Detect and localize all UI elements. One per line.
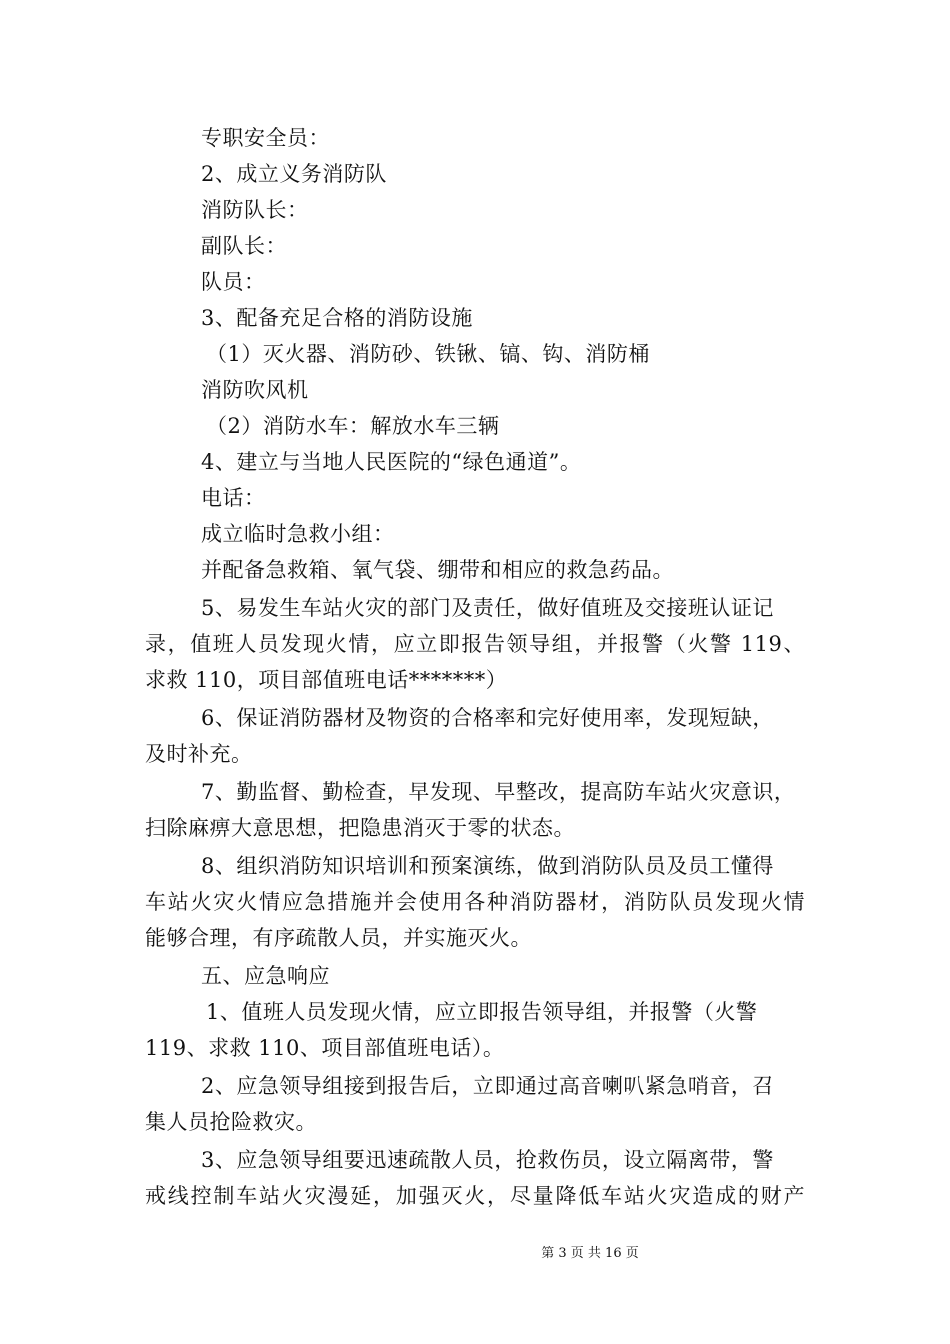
paragraph-line: 6、保证消防器材及物资的合格率和完好使用率，发现短缺， <box>201 706 774 730</box>
paragraph-line: 戒线控制车站火灾漫延，加强灭火，尽量降低车站火灾造成的财产 <box>145 1184 805 1208</box>
paragraph-line: 车站火灾火情应急措施并会使用各种消防器材，消防队员发现火情 <box>145 890 805 914</box>
paragraph-line: 119、求救 110、项目部值班电话）。 <box>145 1036 505 1060</box>
paragraph-line: 3、应急领导组要迅速疏散人员，抢救伤员，设立隔离带，警 <box>201 1148 774 1172</box>
text-line: 副队长： <box>201 234 287 258</box>
section-heading: 五、应急响应 <box>201 964 330 988</box>
paragraph-line: 2、应急领导组接到报告后，立即通过高音喇叭紧急哨音，召 <box>201 1074 774 1098</box>
text-line: 成立临时急救小组： <box>201 522 395 546</box>
paragraph-line: 扫除麻痹大意思想，把隐患消灭于零的状态。 <box>145 816 575 840</box>
paragraph-line: 集人员抢险救灾。 <box>145 1110 317 1134</box>
text-line: 3、配备充足合格的消防设施 <box>201 306 473 330</box>
paragraph-line: 1、值班人员发现火情，应立即报告领导组，并报警（火警 <box>206 1000 758 1024</box>
paragraph-line: 能够合理，有序疏散人员，并实施灭火。 <box>145 926 532 950</box>
paragraph-line: 及时补充。 <box>145 742 253 766</box>
text-line: 消防队长： <box>201 198 309 222</box>
text-line: 电话： <box>201 486 266 510</box>
text-line: 队员： <box>201 270 266 294</box>
paragraph-line: 录，值班人员发现火情，应立即报告领导组，并报警（火警 119、 <box>145 632 805 656</box>
text-line: 消防吹风机 <box>201 378 309 402</box>
page-number-footer: 第 3 页 共 16 页 <box>541 1246 639 1261</box>
text-line: 4、建立与当地人民医院的“绿色通道”。 <box>201 450 582 474</box>
text-line: 并配备急救箱、氧气袋、绷带和相应的救急药品。 <box>201 558 674 582</box>
text-line: （1）灭火器、消防砂、铁锹、镐、钩、消防桶 <box>206 342 650 366</box>
text-line: （2）消防水车：解放水车三辆 <box>206 414 500 438</box>
paragraph-line: 7、勤监督、勤检查，早发现、早整改，提高防车站火灾意识， <box>201 780 796 804</box>
text-line: 专职安全员： <box>201 126 330 150</box>
paragraph-line: 求救 110，项目部值班电话*******） <box>145 668 508 692</box>
paragraph-line: 8、组织消防知识培训和预案演练，做到消防队员及员工懂得 <box>201 854 774 878</box>
text-line: 2、成立义务消防队 <box>201 162 387 186</box>
paragraph-line: 5、易发生车站火灾的部门及责任，做好值班及交接班认证记 <box>201 596 774 620</box>
